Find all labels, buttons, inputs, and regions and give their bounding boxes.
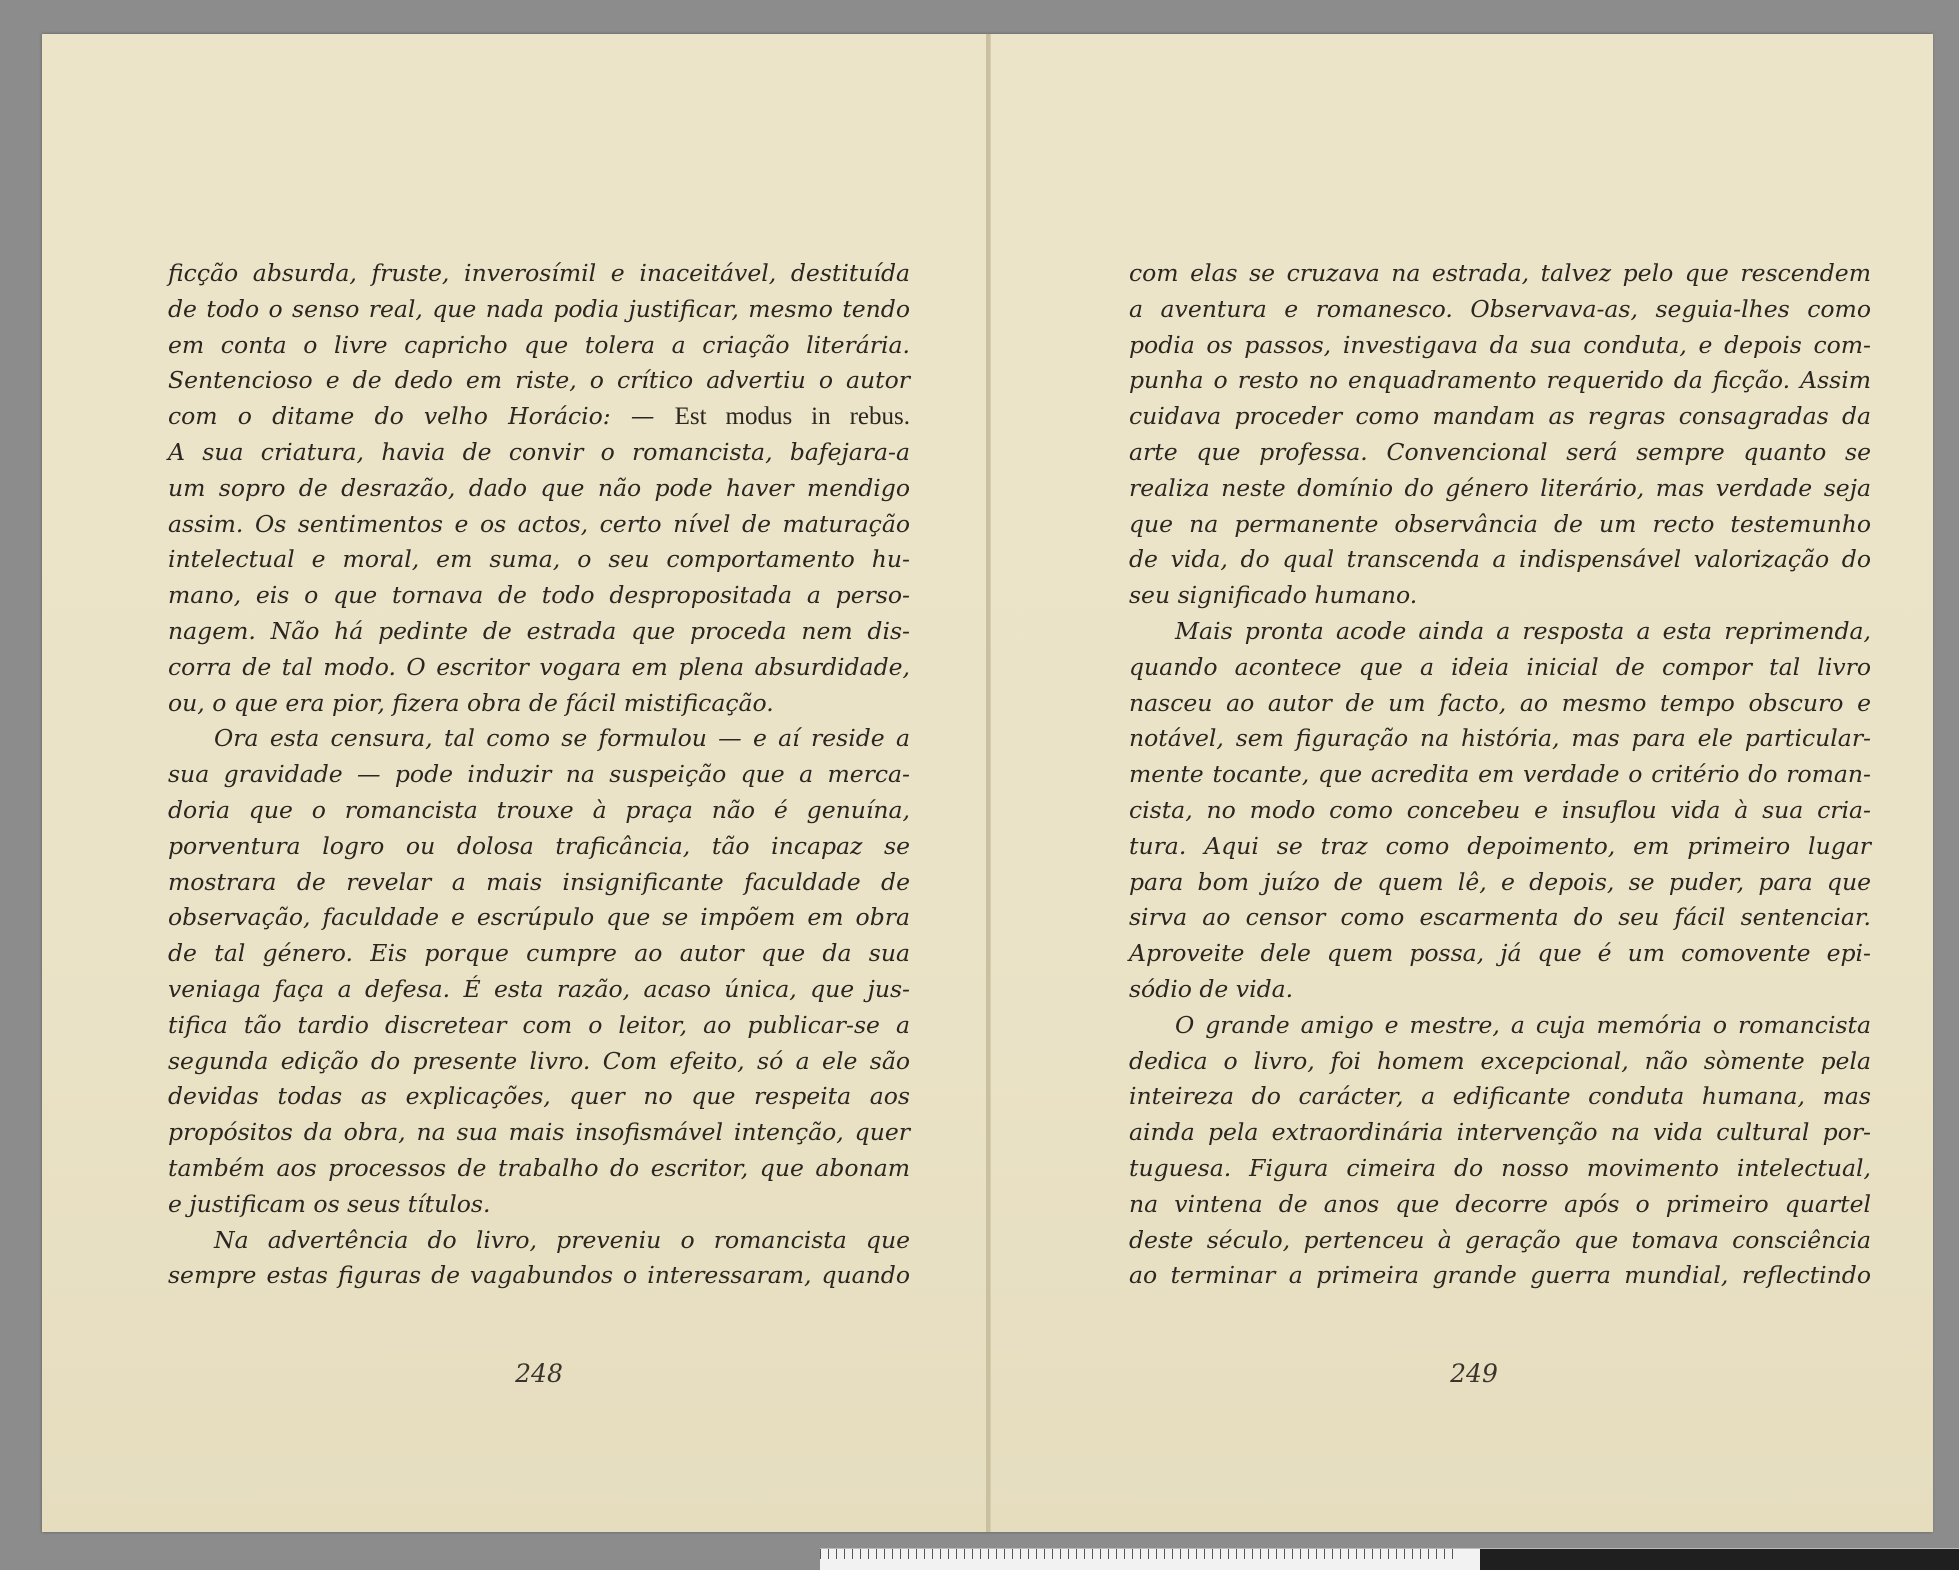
text-line: tura. Aqui se traz como depoimento, em primeiro lugar <box>1129 831 1871 860</box>
ruler-ticks <box>820 1549 1460 1559</box>
text-line: e justificam os seus títulos. <box>168 1189 491 1218</box>
text-line: Sentencioso e de dedo em riste, o crítico advertiu o autor <box>168 366 910 395</box>
right-page-text <box>1129 256 1871 1294</box>
text-line: sódio de vida. <box>1129 974 1294 1003</box>
text-line: deste século, pertenceu à geração que tomava consciência <box>1129 1225 1871 1254</box>
page-number: 248 <box>515 1359 563 1388</box>
text-line: nasceu ao autor de um facto, ao mesmo tempo obscuro e <box>1129 688 1871 717</box>
text-line: mostrara de revelar a mais insignificante faculdade de <box>168 867 910 896</box>
ruler-dark-segment <box>1480 1549 1959 1570</box>
text-line: Na advertência do livro, preveniu o romancista que <box>214 1225 910 1254</box>
text-line: um sopro de desrazão, dado que não pode haver mendigo <box>168 473 910 502</box>
text-line: cista, no modo como concebeu e insuflou vida à sua cria- <box>1129 795 1871 824</box>
text-line: sua gravidade — pode induzir na suspeição que a merca- <box>168 760 910 789</box>
text-line: porventura logro ou dolosa traficância, tão incapaz se <box>168 831 910 860</box>
text-line: Mais pronta acode ainda a resposta a esta reprimenda, <box>1175 616 1871 645</box>
text-line: de vida, do qual transcenda a indispensável valorização do <box>1129 545 1871 574</box>
text-line: dedica o livro, foi homem excepcional, não sòmente pela <box>1129 1046 1871 1075</box>
scale-ruler <box>820 1548 1959 1570</box>
text-line: realiza neste domínio do género literário, mas verdade seja <box>1129 473 1871 502</box>
text-line <box>168 399 910 435</box>
text-line: ficção absurda, fruste, inverosímil e inaceitável, destituída <box>168 259 910 287</box>
text-line: de tal género. Eis porque cumpre ao autor que da sua <box>168 939 910 968</box>
left-page <box>42 34 987 1532</box>
text-line: segunda edição do presente livro. Com efeito, só a ele são <box>168 1046 910 1075</box>
text-line: notável, sem figuração na história, mas para ele particular- <box>1129 724 1871 753</box>
text-line: também aos processos de trabalho do escritor, que abonam <box>168 1153 910 1182</box>
text-line: propósitos da obra, na sua mais insofismável intenção, quer <box>168 1118 910 1147</box>
text-line: ou, o que era pior, fizera obra de fácil mistificação. <box>168 688 774 717</box>
text-line: quando acontece que a ideia inicial de compor tal livro <box>1129 652 1871 681</box>
text-line: punha o resto no enquadramento requerido da ficção. Assim <box>1129 366 1871 395</box>
text-line: arte que professa. Convencional será sempre quanto se <box>1129 437 1871 466</box>
right-page <box>990 34 1933 1532</box>
text-line: sirva ao censor como escarmenta do seu fácil sentenciar. <box>1129 903 1871 932</box>
left-page-text <box>168 256 910 1294</box>
text-line: devidas todas as explicações, quer no que respeita aos <box>168 1082 910 1111</box>
text-line: sempre estas figuras de vagabundos o interessaram, quando <box>168 1261 910 1290</box>
text-line: ao terminar a primeira grande guerra mundial, reflectindo <box>1129 1261 1871 1290</box>
text-line: inteireza do carácter, a edificante conduta humana, mas <box>1129 1082 1871 1111</box>
text-line: Aproveite dele quem possa, já que é um comovente epi- <box>1129 939 1871 968</box>
text-line: A sua criatura, havia de convir o romancista, bafejara-a <box>168 437 910 466</box>
text-line: para bom juízo de quem lê, e depois, se puder, para que <box>1129 867 1871 896</box>
text-line: O grande amigo e mestre, a cuja memória o romancista <box>1175 1010 1871 1039</box>
text-line: mano, eis o que tornava de todo despropositada a perso- <box>168 581 910 610</box>
text-line: em conta o livre capricho que tolera a criação literária. <box>168 330 910 359</box>
text-line: nagem. Não há pedinte de estrada que proceda nem dis- <box>168 616 910 645</box>
text-line: na vintena de anos que decorre após o primeiro quartel <box>1129 1189 1871 1218</box>
text-line: cuidava proceder como mandam as regras consagradas da <box>1129 402 1871 431</box>
text-line: assim. Os sentimentos e os actos, certo nível de maturação <box>168 509 910 538</box>
text-line: veniaga faça a defesa. É esta razão, acaso única, que jus- <box>168 974 910 1003</box>
text-line: observação, faculdade e escrúpulo que se impõem em obra <box>168 903 910 932</box>
text-line: ainda pela extraordinária intervenção na vida cultural por- <box>1129 1118 1871 1147</box>
text-line: tuguesa. Figura cimeira do nosso movimento intelectual, <box>1129 1153 1871 1182</box>
text-line: corra de tal modo. O escritor vogara em plena absurdidade, <box>168 652 910 681</box>
text-line: mente tocante, que acredita em verdade o critério do roman- <box>1129 760 1871 789</box>
text-line: que na permanente observância de um recto testemunho <box>1129 509 1871 538</box>
text-line: a aventura e romanesco. Observava-as, seguia-lhes como <box>1129 294 1871 323</box>
text-line: de todo o senso real, que nada podia justificar, mesmo tendo <box>168 294 910 323</box>
text-line-part: com o ditame do velho Horácio: — <box>168 402 675 431</box>
book-spread <box>42 34 1932 1532</box>
text-line: tifica tão tardio discretear com o leitor, ao publicar-se a <box>168 1010 910 1039</box>
latin-quote: Est modus in rebus. <box>674 403 910 431</box>
text-line: seu significado humano. <box>1129 581 1418 610</box>
page-number: 249 <box>1450 1359 1498 1388</box>
text-line: doria que o romancista trouxe à praça não é genuína, <box>168 795 910 824</box>
text-line: Ora esta censura, tal como se formulou — e aí reside a <box>214 724 910 753</box>
text-line: intelectual e moral, em suma, o seu comportamento hu- <box>168 545 910 574</box>
text-line: com elas se cruzava na estrada, talvez pelo que rescendem <box>1129 259 1871 287</box>
text-line: podia os passos, investigava da sua conduta, e depois com- <box>1129 330 1871 359</box>
